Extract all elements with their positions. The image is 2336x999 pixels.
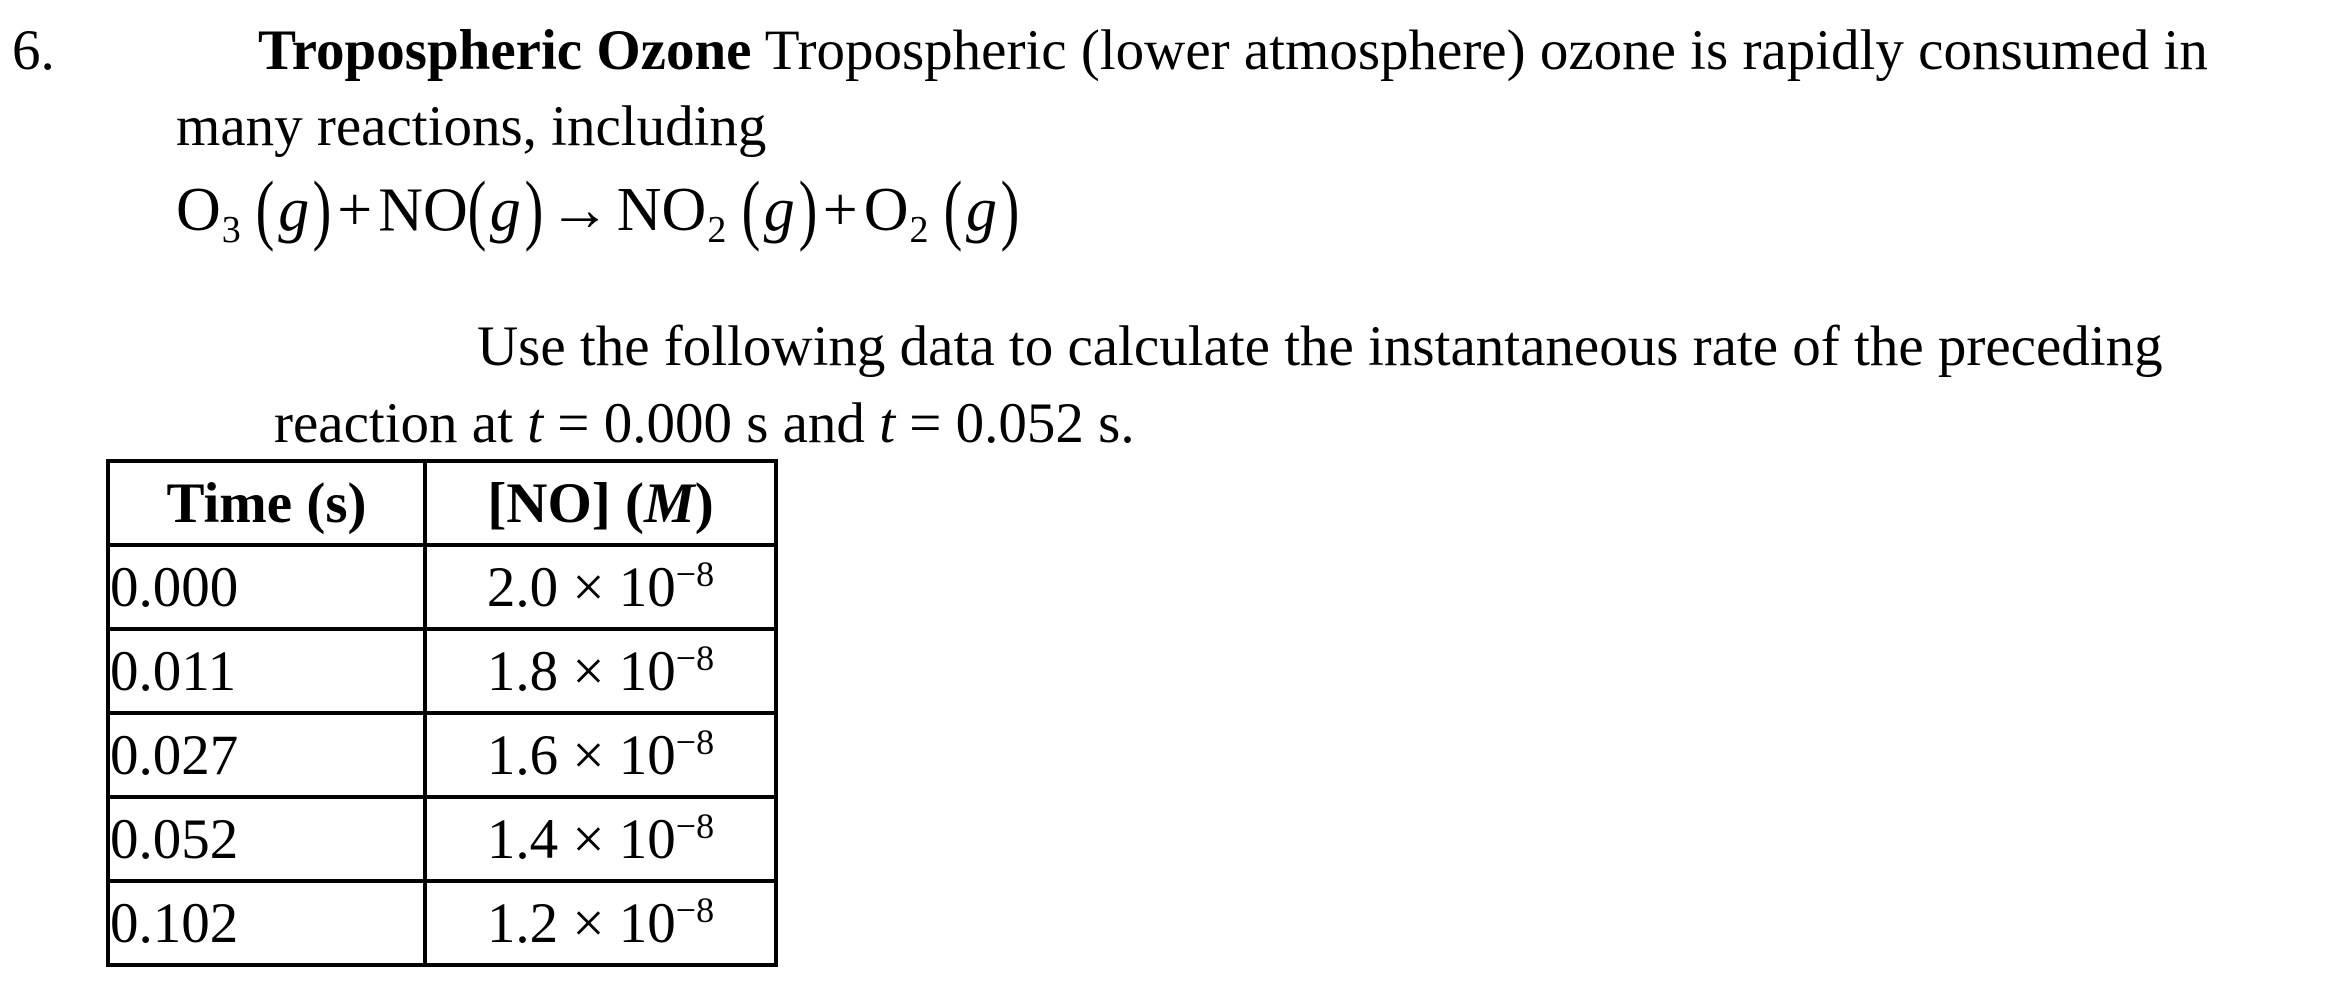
- intro-line-2: many reactions, including: [176, 95, 767, 158]
- reactant-ozone: $O_3$: [176, 176, 241, 252]
- intro-line-1: [258, 19, 2208, 82]
- intro-text-1: Tropospheric (lower atmosphere) ozone is rapidly consumed in: [764, 19, 2208, 82]
- cell-time: 0.027: [108, 713, 425, 797]
- problem-number: 6.: [12, 19, 55, 82]
- header-concentration: [NO] (M): [425, 461, 776, 545]
- question-line-1: Use the following data to calculate the instantaneous rate of the preceding: [477, 315, 2163, 378]
- reaction-equation: $O_3$ $(g)+NO(g)\to NO_2$ $(g)+O_2$ (g): [176, 165, 1020, 252]
- header-time: Time (s): [108, 461, 425, 545]
- time-symbol: t: [879, 392, 896, 455]
- cell-concentration: $2.0 \times 10^{-8}$: [425, 545, 776, 629]
- problem-title: Tropospheric Ozone: [258, 19, 752, 82]
- plus-sign: +: [337, 176, 373, 245]
- phase-label: g: [966, 176, 998, 245]
- cell-time: 0.000: [108, 545, 425, 629]
- table-header-row: [108, 461, 776, 545]
- phase-label: g: [278, 176, 310, 245]
- table-row: [108, 881, 776, 965]
- cell-concentration: $1.4 \times 10^{-8}$: [425, 797, 776, 881]
- phase-label: g: [763, 176, 795, 245]
- cell-time: 0.052: [108, 797, 425, 881]
- cell-concentration: $1.2 \times 10^{-8}$: [425, 881, 776, 965]
- data-table: [106, 459, 778, 967]
- table-row: [108, 797, 776, 881]
- table-row: [108, 629, 776, 713]
- product-no2: $NO_2$: [616, 176, 727, 252]
- question-line-2: reaction at t = 0.000 s and t = 0.052 s.: [274, 392, 1135, 455]
- cell-time: 0.102: [108, 881, 425, 965]
- phase-label: g: [489, 176, 521, 245]
- table-row: [108, 713, 776, 797]
- time-symbol: t: [527, 392, 544, 455]
- table-row: [108, 545, 776, 629]
- plus-sign: +: [822, 176, 858, 245]
- reactant-no: NO: [378, 176, 468, 245]
- cell-time: 0.011: [108, 629, 425, 713]
- reaction-arrow: →: [548, 176, 611, 245]
- product-o2: $O_2$: [863, 176, 929, 252]
- cell-concentration: $1.6 \times 10^{-8}$: [425, 713, 776, 797]
- cell-concentration: $1.8 \times 10^{-8}$: [425, 629, 776, 713]
